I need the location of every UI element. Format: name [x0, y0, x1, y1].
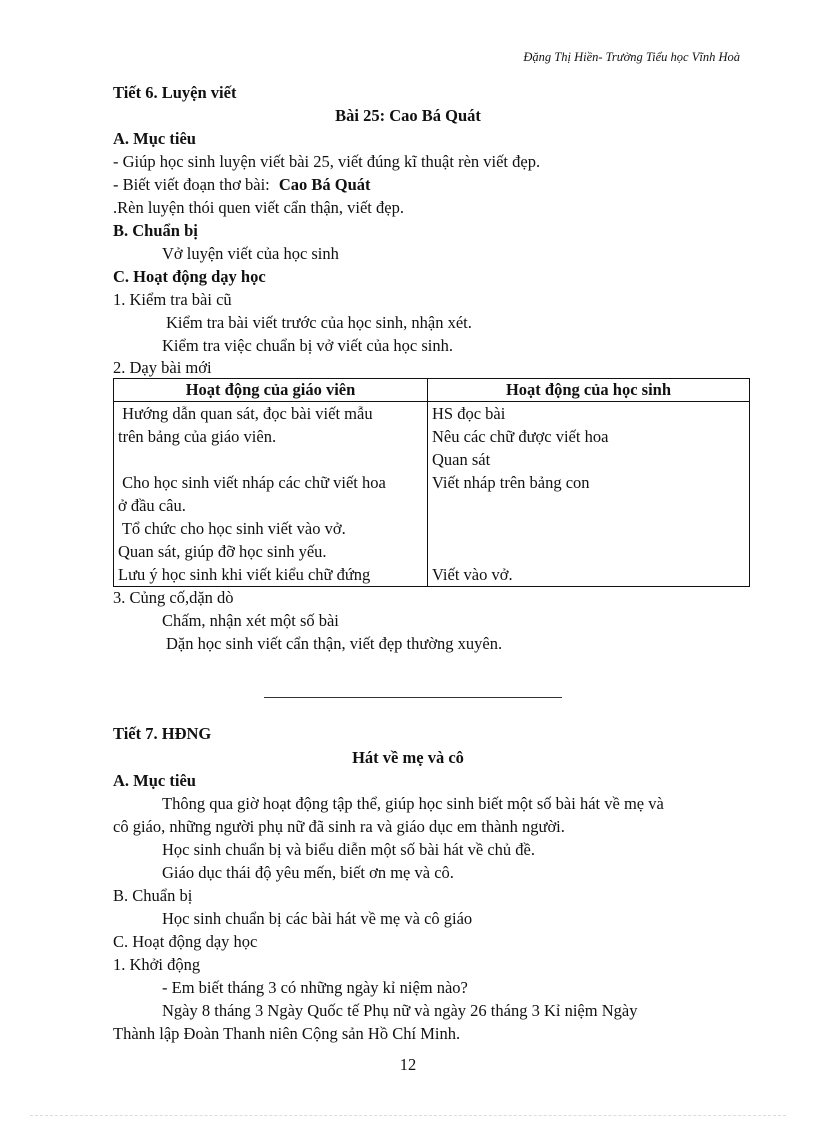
student-line: Viết vào vở.: [432, 565, 513, 584]
lesson7-a-line3: Học sinh chuẩn bị và biểu diễn một số bài hát về chủ đề.: [162, 840, 535, 859]
student-line: Quan sát: [432, 450, 491, 469]
activity-table: [113, 378, 750, 587]
lesson6-b-line1: Vở luyện viết của học sinh: [162, 244, 339, 263]
teacher-line: Tổ chức cho học sinh viết vào vở.: [118, 519, 346, 538]
lesson6-b-heading: B. Chuẩn bị: [113, 221, 198, 240]
student-line: HS đọc bài: [432, 404, 506, 423]
student-line: Viết nháp trên bảng con: [432, 473, 590, 492]
lesson6-c-heading: C. Hoạt động dạy học: [113, 267, 266, 286]
student-line: [432, 517, 745, 540]
lesson6-c3-line1: Chấm, nhận xét một số bài: [162, 611, 339, 630]
teacher-line: Quan sát, giúp đỡ học sinh yếu.: [118, 542, 327, 561]
lesson7-a-line1: Thông qua giờ hoạt động tập thể, giúp học sinh biết một số bài hát về mẹ và: [162, 794, 664, 813]
lesson6-c3: 3. Củng cố,dặn dò: [113, 588, 234, 607]
teacher-line: ở đầu câu.: [118, 496, 186, 515]
student-activities: [428, 402, 750, 587]
lesson6-c1: 1. Kiểm tra bài cũ: [113, 290, 232, 309]
lesson7-title: Tiết 7. HĐNG: [113, 724, 212, 743]
table-header-row: [114, 379, 750, 402]
lesson6-a-line2-bold: Cao Bá Quát: [278, 175, 371, 194]
page-header: Đặng Thị Hiền- Trường Tiểu học Vĩnh Hoà: [523, 50, 740, 64]
student-line: [432, 540, 745, 563]
lesson6-a-line2: [113, 173, 371, 196]
teacher-activities: [114, 402, 428, 587]
lesson6-subtitle: Bài 25: Cao Bá Quát: [335, 106, 481, 125]
table-row: [114, 402, 750, 587]
lesson6-a-heading: A. Mục tiêu: [113, 129, 196, 148]
lesson7-c1-line3: Thành lập Đoàn Thanh niên Cộng sản Hồ Chí Minh.: [113, 1024, 461, 1043]
lesson7-c-heading: C. Hoạt động dạy học: [113, 932, 258, 951]
lesson6-a-line3: .Rèn luyện thói quen viết cẩn thận, viết đẹp.: [113, 198, 404, 217]
lesson7-b-heading: B. Chuẩn bị: [113, 886, 193, 905]
student-line: Nêu các chữ được viết hoa: [432, 427, 609, 446]
lesson7-subtitle: Hát về mẹ và cô: [352, 748, 464, 767]
lesson6-a-line1: - Giúp học sinh luyện viết bài 25, viết đúng kĩ thuật rèn viết đẹp.: [113, 152, 541, 171]
lesson6-c2: 2. Dạy bài mới: [113, 358, 212, 377]
lesson7-a-line2: cô giáo, những người phụ nữ đã sinh ra và giáo dục em thành người.: [113, 817, 565, 836]
section-divider: [264, 697, 562, 698]
teacher-line: Cho học sinh viết nháp các chữ viết hoa: [118, 473, 386, 492]
teacher-line: Hướng dẫn quan sát, đọc bài viết mẫu: [118, 404, 373, 423]
lesson7-c1-line1: - Em biết tháng 3 có những ngày kỉ niệm nào?: [162, 978, 468, 997]
lesson7-a-line4: Giáo dục thái độ yêu mến, biết ơn mẹ và cô.: [162, 863, 454, 882]
lesson7-c1-line2: Ngày 8 tháng 3 Ngày Quốc tế Phụ nữ và ngày 26 tháng 3 Kỉ niệm Ngày: [162, 1001, 638, 1020]
table-header-student: Hoạt động của học sinh: [428, 379, 750, 402]
page-number: 12: [399, 1055, 417, 1074]
lesson7-a-heading: A. Mục tiêu: [113, 771, 196, 790]
lesson7-b-line1: Học sinh chuẩn bị các bài hát về mẹ và cô giáo: [162, 909, 473, 928]
lesson6-c1-line2: Kiểm tra việc chuẩn bị vở viết của học sinh.: [162, 336, 453, 355]
lesson6-title: Tiết 6. Luyện viết: [113, 83, 237, 102]
lesson7-c1: 1. Khởi động: [113, 955, 201, 974]
student-line: [432, 494, 745, 517]
lesson6-a-line2-prefix: - Biết viết đoạn thơ bài:: [113, 175, 270, 194]
page-edge-line: [30, 1115, 786, 1116]
table-header-teacher: Hoạt động của giáo viên: [114, 379, 428, 402]
teacher-line: trên bảng của giáo viên.: [118, 427, 277, 446]
lesson6-c1-line1: Kiểm tra bài viết trước của học sinh, nhận xét.: [166, 313, 472, 332]
lesson6-c3-line2: Dặn học sinh viết cẩn thận, viết đẹp thường xuyên.: [166, 634, 503, 653]
teacher-line: Lưu ý học sinh khi viết kiểu chữ đứng: [118, 565, 371, 584]
teacher-line: [118, 448, 423, 471]
